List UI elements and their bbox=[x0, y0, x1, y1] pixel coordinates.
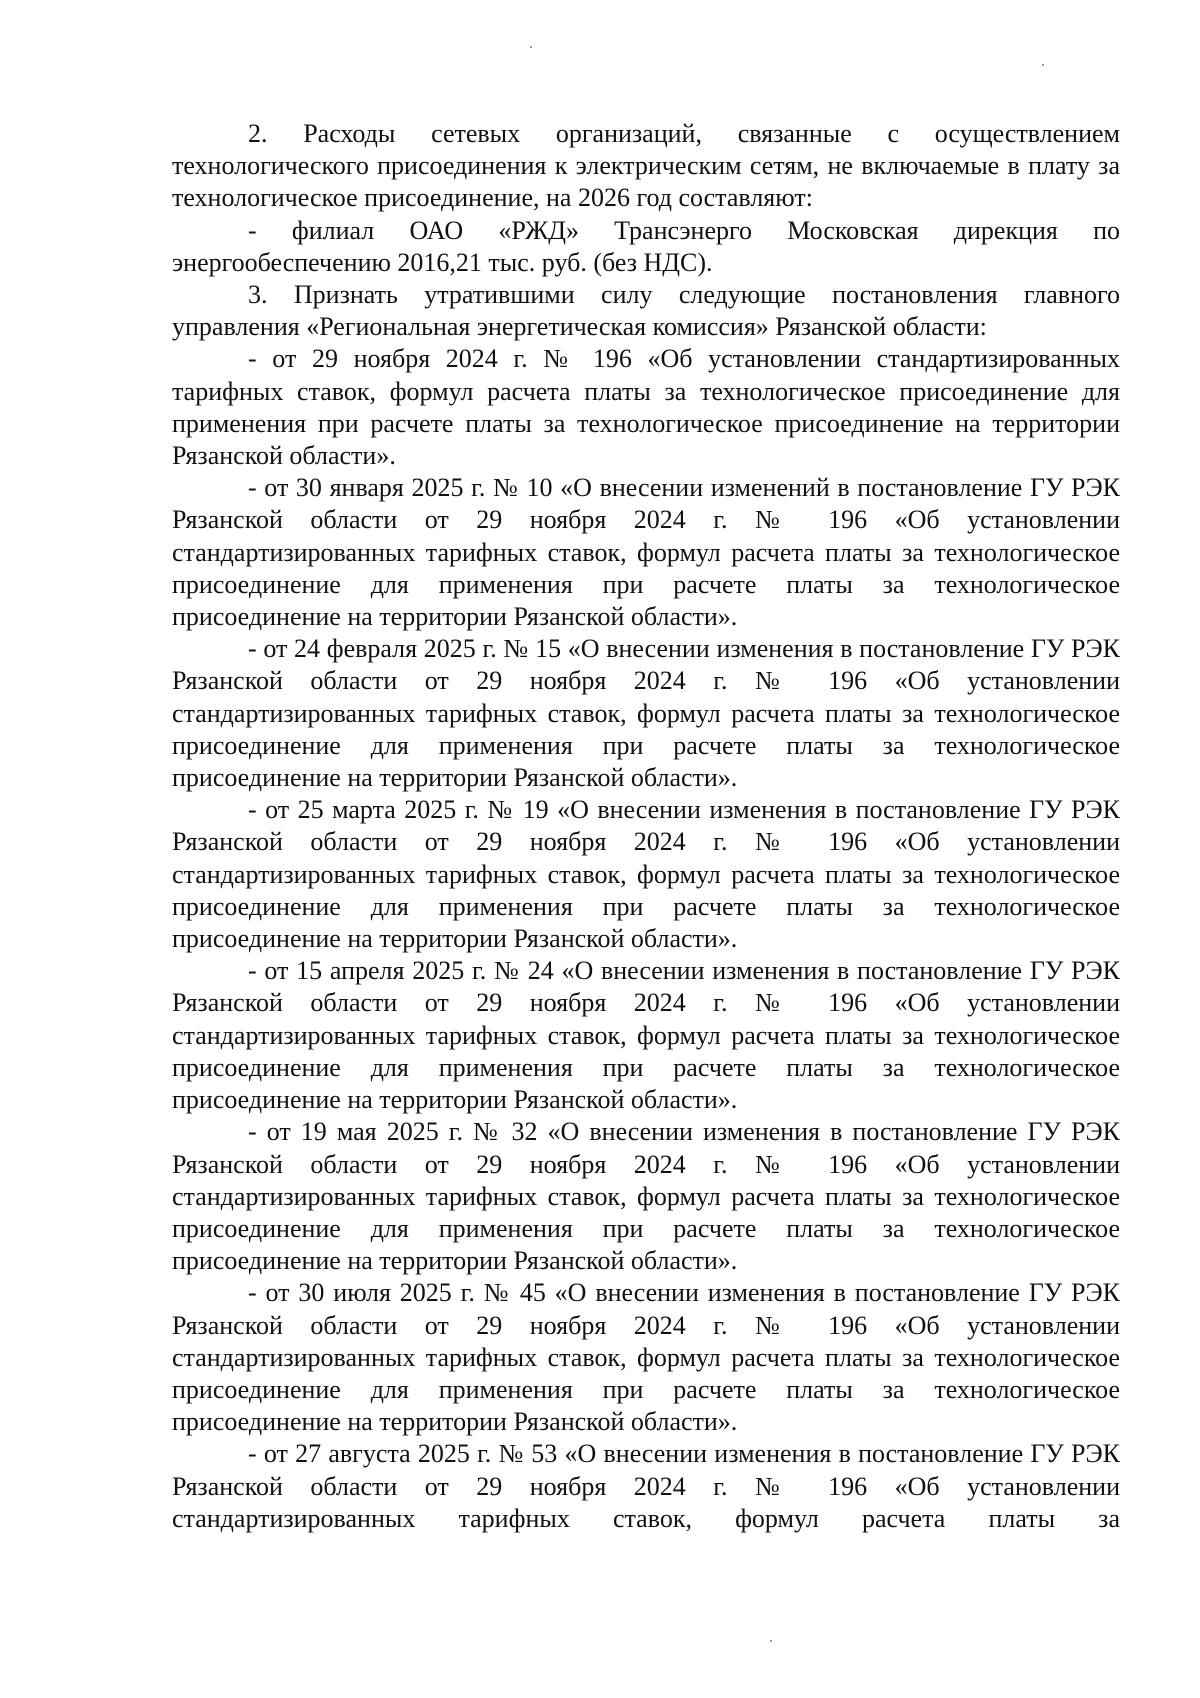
paragraph-resolution-45: - от 30 июля 2025 г. № 45 «О внесении изменения в постановление ГУ РЭК Рязанской области от 29 ноября 2024 г. № 196 «Об установлении стандартизированных тарифных ставок, формул расчета платы за технологическое присоединение для применения при расчете платы за технологическое присоединение на территории Рязанской области». bbox=[172, 1278, 1120, 1437]
document-body bbox=[172, 118, 1120, 1535]
paragraph-resolution-19: - от 25 марта 2025 г. № 19 «О внесении изменения в постановление ГУ РЭК Рязанской области от 29 ноября 2024 г. № 196 «Об установлении стандартизированных тарифных ставок, формул расчета платы за технологическое присоединение для применения при расчете платы за технологическое присоединение на территории Рязанской области». bbox=[172, 795, 1120, 954]
paragraph-resolution-196: - от 29 ноября 2024 г. № 196 «Об установлении стандартизированных тарифных ставок, формул расчета платы за технологическое присоединение для применения при расчете платы за технологическое присоединение на территории Рязанской области». bbox=[172, 344, 1120, 471]
paragraph-resolution-15: - от 24 февраля 2025 г. № 15 «О внесении изменения в постановление ГУ РЭК Рязанской области от 29 ноября 2024 г. № 196 «Об установлении стандартизированных тарифных ставок, формул расчета платы за технологическое присоединение для применения при расчете платы за технологическое присоединение на территории Рязанской области». bbox=[172, 634, 1120, 793]
paragraph-resolution-32: - от 19 мая 2025 г. № 32 «О внесении изменения в постановление ГУ РЭК Рязанской области от 29 ноября 2024 г. № 196 «Об установлении стандартизированных тарифных ставок, формул расчета платы за технологическое присоединение для применения при расчете платы за технологическое присоединение на территории Рязанской области». bbox=[172, 1117, 1120, 1276]
paragraph-item-2: 2. Расходы сетевых организаций, связанные с осуществлением технологического присоединения к электрическим сетям, не включаемые в плату за технологическое присоединение, на 2026 год составляют: bbox=[172, 119, 1120, 213]
scan-speck bbox=[770, 1640, 772, 1642]
paragraph-item-3: 3. Признать утратившими силу следующие постановления главного управления «Региональная энергетическая комиссия» Рязанской области: bbox=[172, 280, 1120, 342]
paragraph-resolution-24: - от 15 апреля 2025 г. № 24 «О внесении изменения в постановление ГУ РЭК Рязанской области от 29 ноября 2024 г. № 196 «Об установлении стандартизированных тарифных ставок, формул расчета платы за технологическое присоединение для применения при расчете платы за технологическое присоединение на территории Рязанской области». bbox=[172, 956, 1120, 1115]
scan-speck bbox=[530, 46, 532, 48]
paragraph-resolution-10: - от 30 января 2025 г. № 10 «О внесении изменений в постановление ГУ РЭК Рязанской области от 29 ноября 2024 г. № 196 «Об установлении стандартизированных тарифных ставок, формул расчета платы за технологическое присоединение для применения при расчете платы за технологическое присоединение на территории Рязанской области». bbox=[172, 473, 1120, 632]
paragraph-resolution-53: - от 27 августа 2025 г. № 53 «О внесении изменения в постановление ГУ РЭК Рязанской области от 29 ноября 2024 г. № 196 «Об установлении стандартизированных тарифных ставок, формул расчета платы за bbox=[172, 1439, 1120, 1533]
paragraph-rzd-branch: - филиал ОАО «РЖД» Трансэнерго Московская дирекция по энергообеспечению 2016,21 тыс. руб. (без НДС). bbox=[172, 215, 1120, 277]
scan-speck bbox=[1042, 64, 1044, 66]
